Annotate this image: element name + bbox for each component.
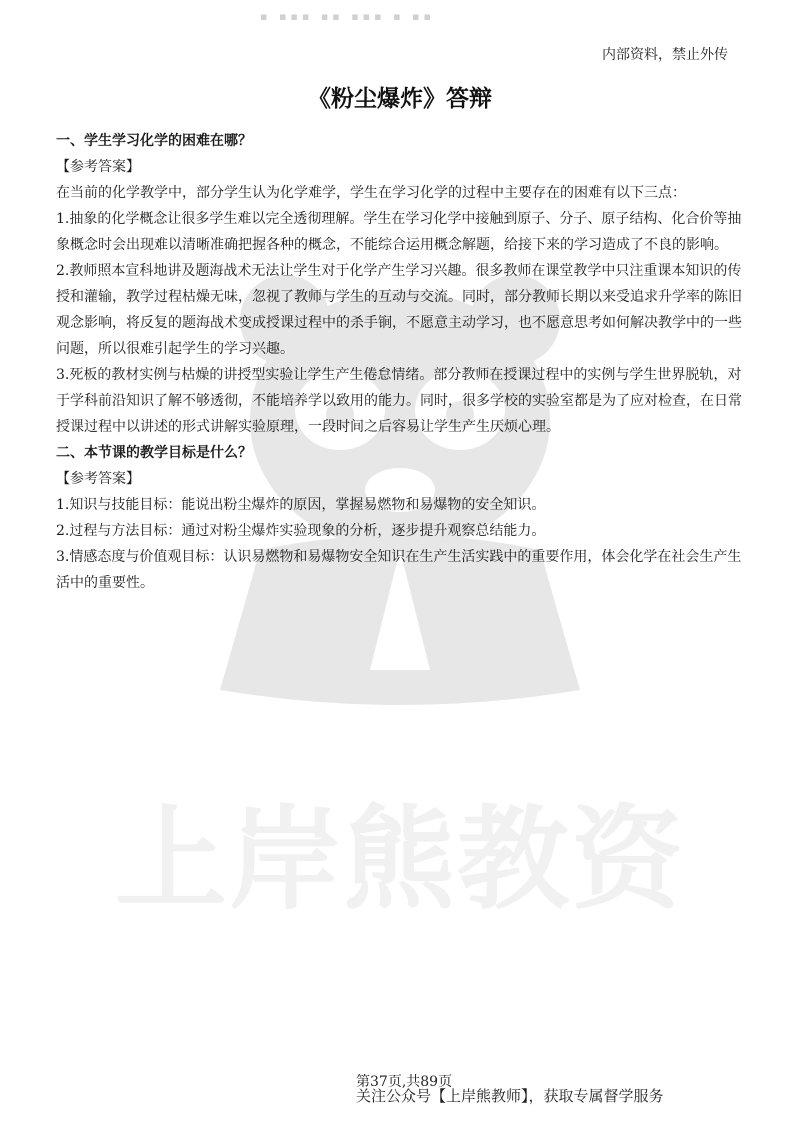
answer-paragraph: 1.知识与技能目标：能说出粉尘爆炸的原因，掌握易燃物和易爆物的安全知识。 — [56, 497, 546, 513]
footer-promo: 关注公众号【上岸熊教师】，获取专属督学服务 — [356, 1087, 664, 1105]
question-heading: 一、学生学习化学的困难在哪？ — [56, 133, 252, 149]
page-number: 第37页,共89页 — [356, 1074, 453, 1090]
question-heading: 二、本节课的教学目标是什么？ — [56, 445, 252, 461]
watermark-text: 上岸熊教资 — [115, 795, 685, 925]
answer-paragraph: 在当前的化学教学中，部分学生认为化学难学，学生在学习化学的过程中主要存在的困难有以下三点： — [56, 185, 686, 201]
scan-artifact: ▪ ▪▪▪ ▪▪ ▪▪▪ ▪ ▪▪ — [260, 10, 435, 22]
answer-paragraph: 1.抽象的化学概念让很多学生难以完全透彻理解。学生在学习化学中接触到原子、分子、原子结构、化合价等抽象概念时会出现难以清晰准确把握各种的概念，不能综合运用概念解题，给接下来的学习造成了不良的影响。 — [56, 211, 742, 253]
answer-paragraph: 2.过程与方法目标：通过对粉尘爆炸实验现象的分析，逐步提升观察总结能力。 — [56, 523, 546, 539]
document-title: 《粉尘爆炸》答辩 — [308, 85, 492, 112]
answer-paragraph: 3.死板的教材实例与枯燥的讲授型实验让学生产生倦怠情绪。部分教师在授课过程中的实例与学生世界脱轨，对于学科前沿知识了解不够透彻，不能培养学以致用的能力。同时，很多学校的实验室都是为了应对检查，在日常授课过程中以讲述的形式讲解实验原理，一段时间之后容易让学生产生厌烦心理。 — [56, 367, 742, 435]
answer-label: 【参考答案】 — [56, 159, 140, 175]
answer-paragraph: 3.情感态度与价值观目标：认识易燃物和易爆物安全知识在生产生活实践中的重要作用，体会化学在社会生产生活中的重要性。 — [56, 549, 742, 591]
answer-label: 【参考答案】 — [56, 471, 140, 487]
document-body — [56, 128, 750, 596]
answer-paragraph: 2.教师照本宣科地讲及题海战术无法让学生对于化学产生学习兴趣。很多教师在课堂教学中只注重课本知识的传授和灌输，教学过程枯燥无味，忽视了教师与学生的互动与交流。同时，部分教师长期以来受追求升学率的陈旧观念影响，将反复的题海战术变成授课过程中的杀手锏，不愿意主动学习，也不愿意思考如何解决教学中的一些问题，所以很难引起学生的学习兴趣。 — [56, 263, 742, 357]
confidential-notice: 内部资料，禁止外传 — [602, 47, 728, 63]
